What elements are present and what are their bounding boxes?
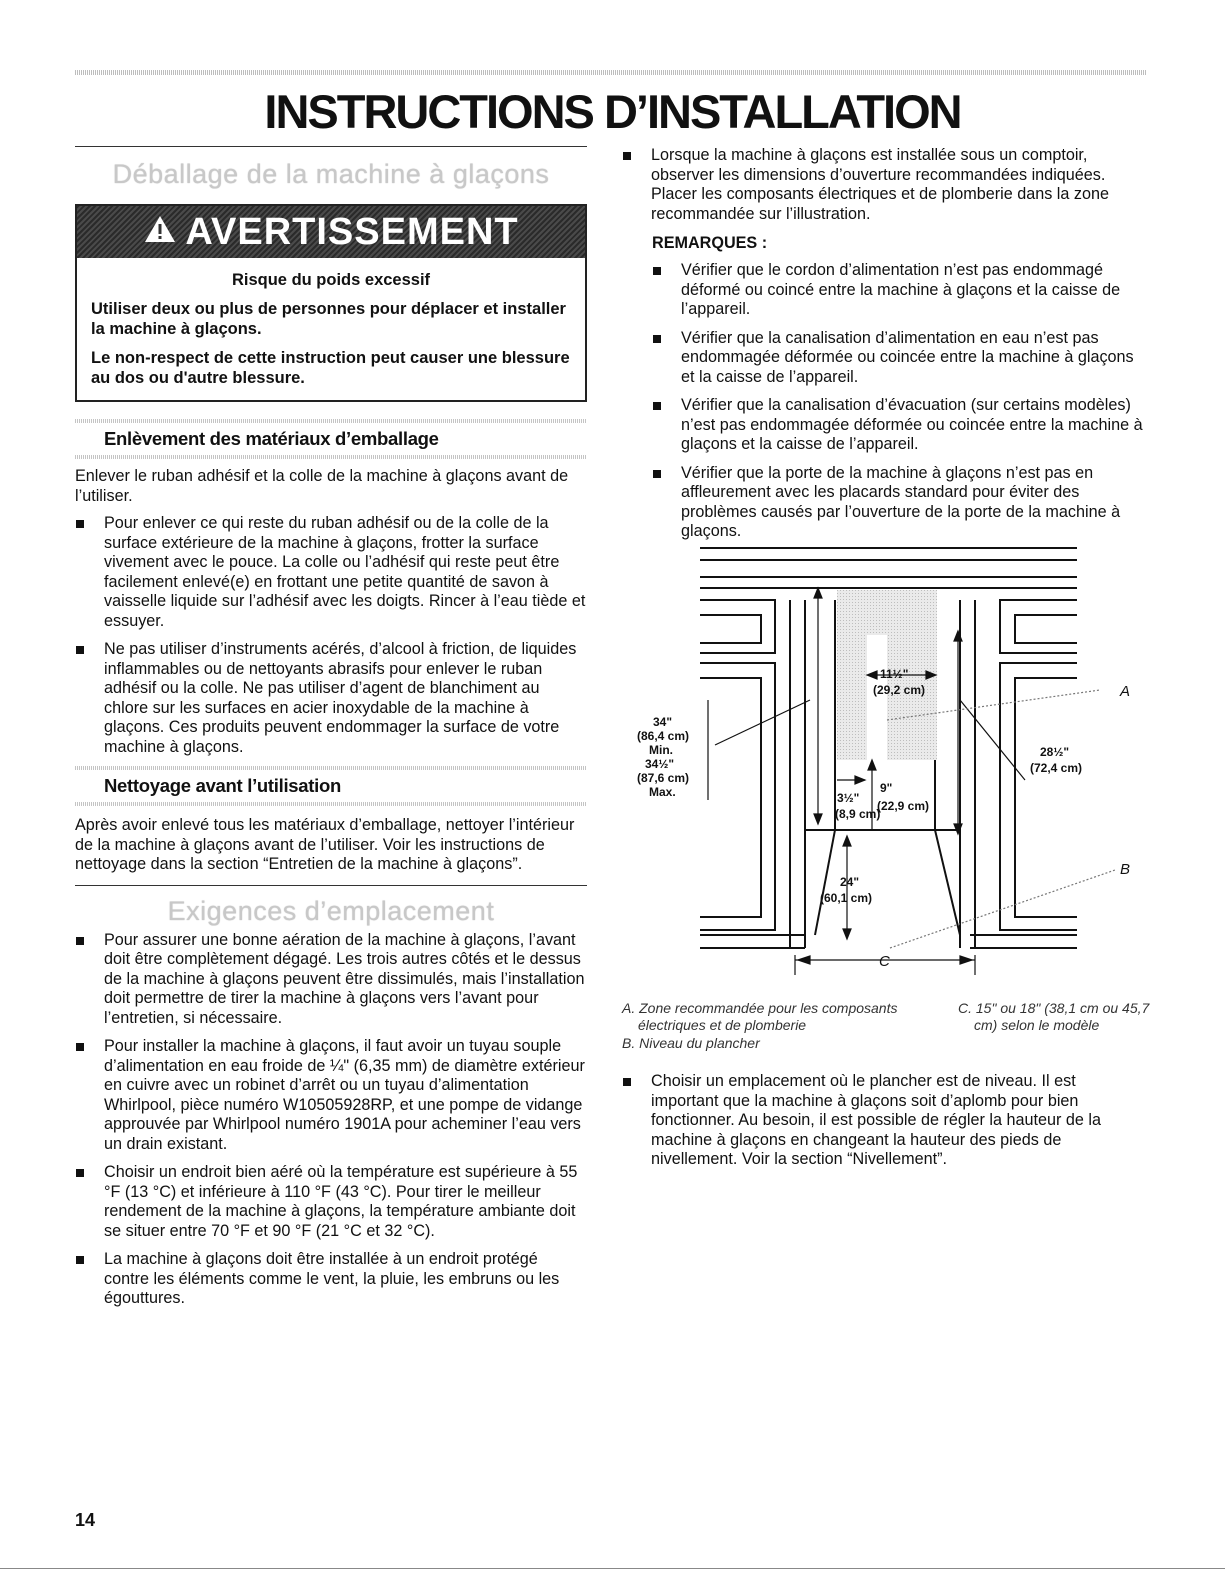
warning-triangle-icon [143, 211, 177, 254]
section-rule [75, 146, 587, 147]
dim-height-6: Max. [649, 785, 676, 799]
list-item: Vérifier que la canalisation d’évacuation (sur certains modèles) n’est pas endommagée déformée ou coincée entre la machine à glaçons et la caisse de l’appareil. [652, 396, 1147, 455]
list-item: Pour enlever ce qui reste du ruban adhésif ou de la colle de la surface extérieure de la machine à glaçons, frotter la surface vivement avec le pouce. La colle ou l’adhésif qui reste peut être facilement enlevé(e) en frottant une petite quantité de savon à vaisselle liquide sur l’adhésif avec les doigts. Rincer à l’eau tiède et essuyer. [75, 514, 587, 631]
warning-body [77, 258, 585, 400]
warning-line-1: Utiliser deux ou plus de personnes pour déplacer et installer la machine à glaçons. [91, 300, 566, 338]
dim-zone-w-2: (8,9 cm) [835, 807, 881, 821]
dim-zone-w-1: 3½" [837, 791, 860, 805]
sub-heading-packing-text: Enlèvement des matériaux d’emballage [104, 428, 439, 449]
dim-width-top-1: 11½" [880, 667, 909, 681]
list-item: Ne pas utiliser d’instruments acérés, d’alcool à friction, de liquides inflammables ou de nettoyants abrasifs pour enlever le ruban adhésif ou la colle. Ne pas utiliser d’agent de blanchiment au chlore sur les surfaces en acier inoxydable de la machine à glaçons. Ces produits peuvent endommager la surface de votre machine à glaçons. [75, 640, 587, 757]
warning-box [75, 204, 587, 402]
list-item: Choisir un emplacement où le plancher est de niveau. Il est important que la machine à glaçons soit d’aplomb pour bien fonctionner. Au besoin, il est possible de régler la hauteur de la machine à glaçons en changeant la hauteur des pieds de nivellement. Voir la section “Nivellement”. [622, 1072, 1147, 1170]
label-b: B [1120, 861, 1131, 878]
location-list [75, 931, 587, 1309]
sub-heading-cleaning [75, 766, 587, 806]
list-item: Lorsque la machine à glaçons est installée sous un comptoir, observer les dimensions d’ouverture recommandées indiquées. Placer les composants électriques et de plomberie dans la zone recommandée sur l’illustration. [622, 146, 1147, 224]
top-rule [75, 70, 1147, 75]
dim-height-4: 34½" [645, 757, 675, 771]
warning-header-text: AVERTISSEMENT [185, 210, 519, 253]
dim-height-5: (87,6 cm) [637, 771, 690, 785]
dim-width-top-2: (29,2 cm) [873, 683, 926, 697]
cleaning-text: Après avoir enlevé tous les matériaux d’emballage, nettoyer l’intérieur de la machine à glaçons avant de l’utiliser. Voir les instructions de nettoyage dans la section “Entretien de la machine à glaçons”. [75, 816, 575, 873]
installation-diagram [615, 530, 1150, 1000]
label-c: C [879, 953, 890, 970]
list-item: Vérifier que la canalisation d’alimentation en eau n’est pas endommagée déformée ou coincée entre la machine à glaçons et la caisse de l’appareil. [652, 329, 1147, 388]
dim-zone-h-2: (22,9 cm) [877, 799, 930, 813]
page-title: INSTRUCTIONS D’INSTALLATION [264, 85, 961, 138]
list-item: Vérifier que le cordon d’alimentation n’est pas endommagé déformé ou coincé entre la machine à glaçons et la caisse de l’appareil. [652, 261, 1147, 320]
dim-zone-h-1: 9" [880, 781, 893, 795]
dim-right-1: 28½" [1040, 745, 1070, 759]
warning-header [77, 206, 585, 258]
list-item: Vérifier que la porte de la machine à glaçons n’est pas en affleurement avec les placards standard pour éviter des problèmes causés par l’ouverture de la porte de la machine à glaçons. [652, 464, 1147, 542]
dim-right-2: (72,4 cm) [1030, 761, 1083, 775]
left-column [75, 146, 587, 1318]
dim-depth-2: (60,1 cm) [820, 891, 873, 905]
packing-intro: Enlever le ruban adhésif et la colle de la machine à glaçons avant de l’utiliser. [75, 467, 569, 505]
dotted-rule [75, 802, 587, 806]
dotted-rule [75, 766, 587, 770]
label-a: A [1120, 683, 1131, 700]
dim-height-1: 34" [653, 715, 673, 729]
right-list-bottom [622, 1072, 1147, 1170]
notes-list [652, 261, 1147, 542]
right-list [622, 146, 1147, 224]
caption-a: A. Zone recommandée pour les composants électriques et de plomberie [622, 1000, 898, 1033]
sub-heading-cleaning-text: Nettoyage avant l’utilisation [104, 775, 341, 796]
list-item: Pour assurer une bonne aération de la machine à glaçons, l’avant doit être complètement dégagé. Les trois autres côtés et le dessus de la machine à glaçons peuvent être dissimulés, mais l’installation doit permettre de tirer la machine à glaçons vers l’avant pour l’entretien, si nécessaire. [75, 931, 587, 1029]
notes-label: REMARQUES : [652, 234, 768, 252]
dotted-rule [75, 455, 587, 459]
right-column [622, 146, 1147, 551]
warning-line-2: Le non-respect de cette instruction peut causer une blessure au dos ou d'autre blessure. [91, 349, 570, 387]
section-rule [75, 885, 587, 886]
list-item: Choisir un endroit bien aéré où la température est supérieure à 55 °F (13 °C) et inférieure à 110 °F (43 °C). Pour tirer le meilleur rendement de la machine à glaçons, la température ambiante doit se situer entre 70 °F et 90 °F (21 °C et 32 °C). [75, 1163, 587, 1241]
warning-title: Risque du poids excessif [231, 271, 431, 289]
dim-height-2: (86,4 cm) [637, 729, 690, 743]
dim-depth-1: 24" [840, 875, 860, 889]
section-heading-location: Exigences d’emplacement [167, 895, 495, 926]
sub-heading-packing [75, 419, 587, 459]
packing-list [75, 514, 587, 757]
list-item: La machine à glaçons doit être installée à un endroit protégé contre les éléments comme le vent, la pluie, les embruns ou les égouttures. [75, 1250, 587, 1309]
page-number: 14 [75, 1510, 96, 1530]
right-column-bottom [622, 1072, 1147, 1179]
bottom-rule [0, 1568, 1225, 1569]
dim-height-3: Min. [649, 743, 673, 757]
list-item: Pour installer la machine à glaçons, il faut avoir un tuyau souple d’alimentation en eau froide de ¼" (6,35 mm) de diamètre extérieur en cuivre avec un robinet d’arrêt ou un tuyau d’alimentation Whirlpool, pièce numéro W10505928RP, et une pompe de vidange approuvée par Whirlpool numéro 1901A pour acheminer l’eau vers un drain existant. [75, 1037, 587, 1154]
section-heading-unpacking: Déballage de la machine à glaçons [112, 159, 550, 189]
caption-b: B. Niveau du plancher [622, 1035, 760, 1051]
caption-c: C. 15" ou 18" (38,1 cm ou 45,7 cm) selon le modèle [958, 1000, 1150, 1033]
dotted-rule [75, 419, 587, 423]
